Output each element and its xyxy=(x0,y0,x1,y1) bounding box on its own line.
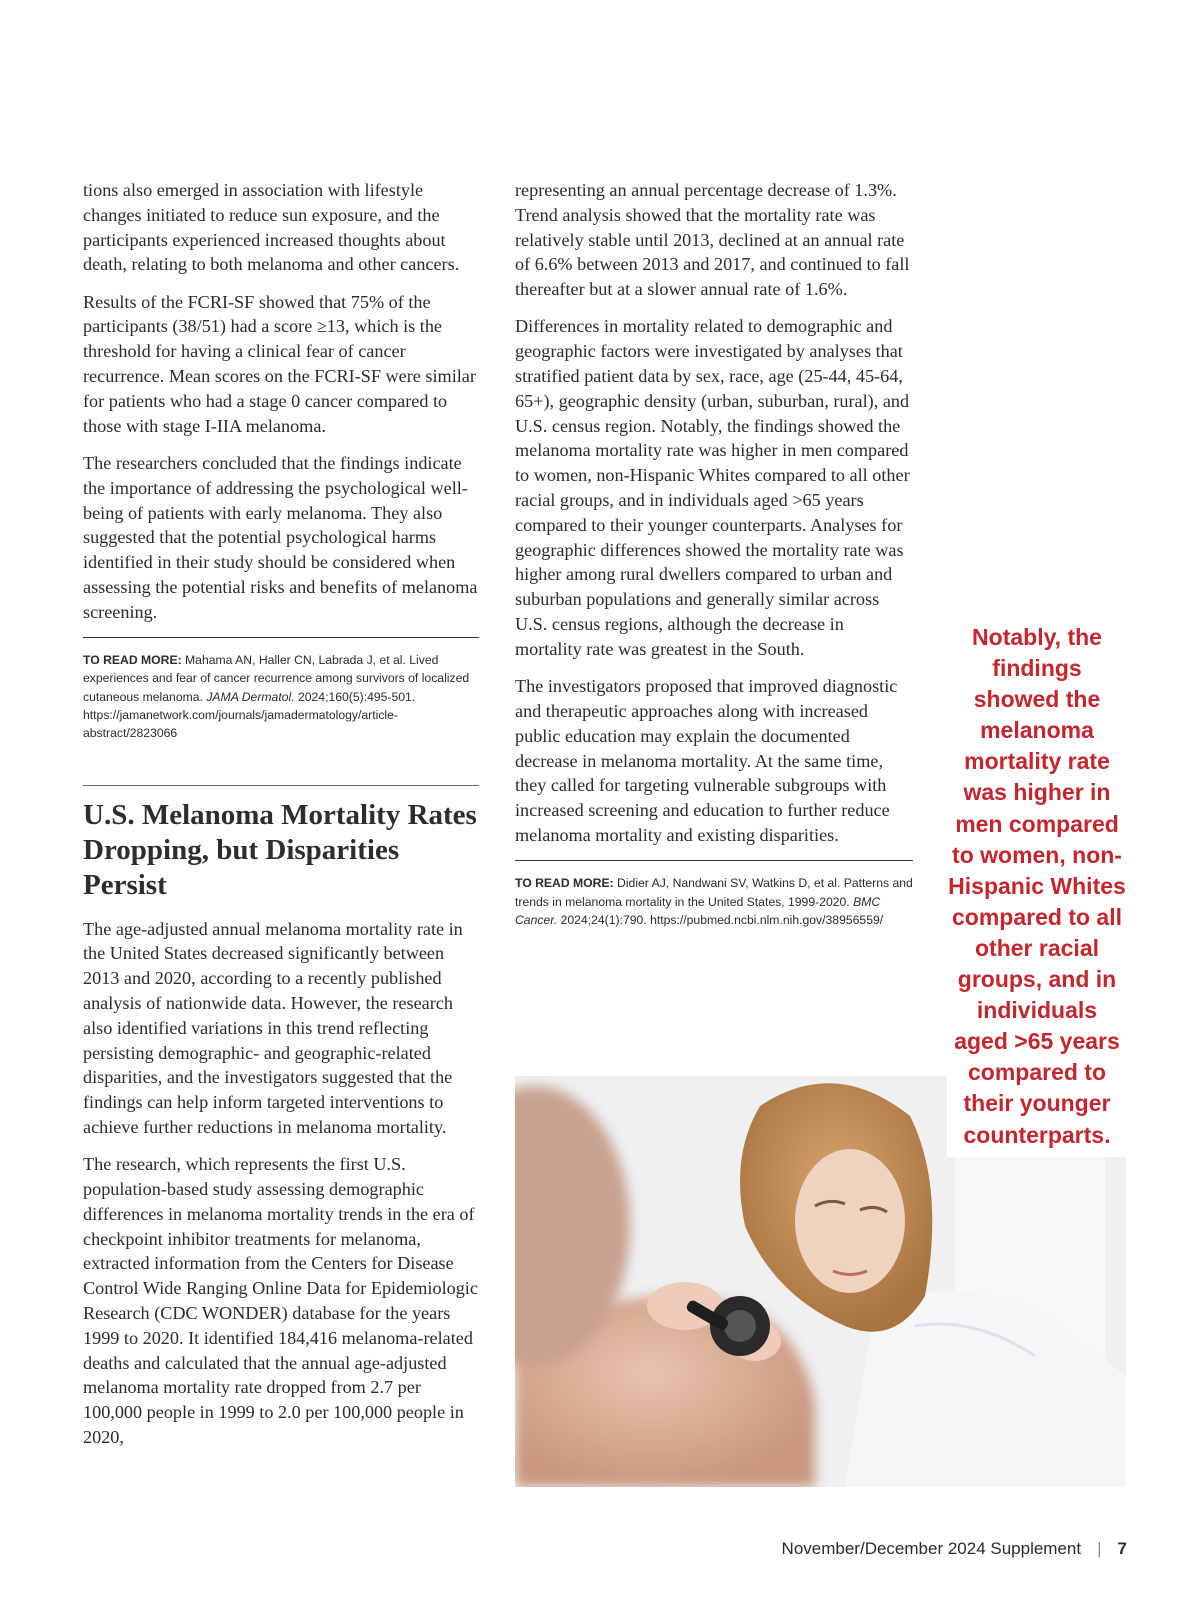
divider xyxy=(515,860,913,861)
middle-column xyxy=(515,178,913,929)
reference-text: Mahama AN, Haller CN, Labrada J, et al. Lived experiences and fear of cancer recurrence among survivors of localized cutaneous melanoma. xyxy=(83,653,470,704)
divider xyxy=(83,637,479,638)
page-number: 7 xyxy=(1117,1539,1127,1558)
body-paragraph: tions also emerged in association with lifestyle changes initiated to reduce sun exposure, and the participants experienced increased thoughts about death, relating to both melanoma and other cancers. xyxy=(83,180,460,275)
body-paragraph: The age-adjusted annual melanoma mortality rate in the United States decreased significantly between 2013 and 2020, according to a recently published analysis of nationwide data. However, the research also identified variations in this trend reflecting persisting demographic- and geographic-related disparities, and the investigators suggested that the findings can help inform targeted interventions to achieve further reductions in melanoma mortality. xyxy=(83,918,463,1137)
publication-name: November/December 2024 Supplement xyxy=(781,1539,1082,1558)
body-paragraph: The research, which represents the first U.S. population-based study assessing demographic differences in melanoma mortality trends in the era of checkpoint inhibitor treatments for melanoma, extracted information from the Centers for Disease Control Wide Ranging Online Data for Epidemiologic Research (CDC WONDER) database for the years 1999 to 2020. It identified 184,416 melanoma-related deaths and calculated that the annual age-adjusted melanoma mortality rate dropped from 2.7 per 100,000 people in 1999 to 2.0 per 100,000 people in 2020, xyxy=(83,1154,478,1447)
body-paragraph: Results of the FCRI-SF showed that 75% of the participants (38/51) had a score ≥13, which is the threshold for having a clinical fear of cancer recurrence. Mean scores on the FCRI-SF were similar for patients who had a stage 0 cancer compared to those with stage I-IIA melanoma. xyxy=(83,291,476,436)
reference-citation xyxy=(83,651,479,742)
reference-link[interactable]: 2024;24(1):790. https://pubmed.ncbi.nlm.nih.gov/38956559/ xyxy=(557,912,884,927)
reference-label: TO READ MORE: xyxy=(83,653,182,668)
body-paragraph: representing an annual percentage decrease of 1.3%. Trend analysis showed that the mortality rate was relatively stable until 2013, declined at an annual rate of 6.6% between 2013 and 2017, and continued to fall thereafter but at a slower annual rate of 1.6%. xyxy=(515,180,910,300)
body-paragraph: Differences in mortality related to demographic and geographic factors were investigated by analyses that stratified patient data by sex, race, age (25-44, 45-64, 65+), geographic density (urban, suburban, rural), and U.S. census region. Notably, the findings showed the melanoma mortality rate was higher in men compared to women, non-Hispanic Whites compared to all other racial groups, and in individuals aged >65 years compared to their younger counterparts. Analyses for geographic differences showed the mortality rate was higher among rural dwellers compared to urban and suburban populations and generally similar across U.S. census regions, although the decrease in mortality rate was greatest in the South. xyxy=(515,316,910,659)
footer-separator: | xyxy=(1097,1539,1102,1558)
reference-label: TO READ MORE: xyxy=(515,876,614,891)
reference-link[interactable]: 2024;160(5):495-501. https://jamanetwork.com/journals/jamadermatology/article-abstract/2823066 xyxy=(83,689,416,741)
reference-citation xyxy=(515,874,913,929)
reference-journal: BMC Cancer. xyxy=(515,894,881,927)
body-paragraph: The researchers concluded that the findings indicate the importance of addressing the psychological well-being of patients with early melanoma. They also suggested that the potential psychological harms identified in their study should be considered when assessing the potential risks and benefits of melanoma screening. xyxy=(83,452,478,622)
article-heading: U.S. Melanoma Mortality Rates Dropping, but Disparities Persist xyxy=(83,798,477,901)
divider xyxy=(83,785,479,786)
left-column xyxy=(83,178,479,1462)
page-footer xyxy=(782,1539,1127,1559)
reference-text: Didier AJ, Nandwani SV, Watkins D, et al. Patterns and trends in melanoma mortality in the United States, 1999-2020. xyxy=(515,876,913,909)
body-paragraph: The investigators proposed that improved diagnostic and therapeutic approaches along with increased public education may explain the documented decrease in melanoma mortality. At the same time, they called for targeting vulnerable subgroups with increased screening and education to further reduce melanoma mortality and existing disparities. xyxy=(515,676,898,845)
reference-journal: JAMA Dermatol. xyxy=(206,689,295,704)
pull-quote: Notably, the findings showed the melanoma mortality rate was higher in men compared to women, non-Hispanic Whites compared to all other racial groups, and in individuals aged >65 years compared to their younger counterparts. xyxy=(947,622,1127,1157)
